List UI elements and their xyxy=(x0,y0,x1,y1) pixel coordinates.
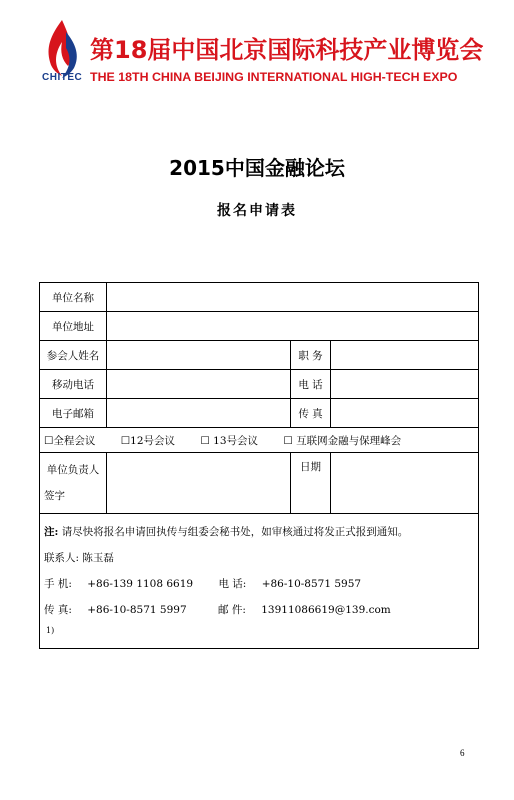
footnote-marker: 1) xyxy=(46,626,55,635)
contact-line xyxy=(44,550,474,576)
notes-section xyxy=(40,514,479,649)
responsible-signature-field[interactable] xyxy=(107,453,291,514)
row-unit-address xyxy=(40,312,479,341)
position-label: 职 务 xyxy=(291,341,331,370)
unit-name-field[interactable] xyxy=(107,283,479,312)
contact-name: 陈玉磊 xyxy=(82,552,114,564)
unit-address-label: 单位地址 xyxy=(40,312,107,341)
row-mobile xyxy=(40,370,479,399)
contact-label: 联系人: xyxy=(44,552,80,564)
form-title: 报名申请表 xyxy=(217,203,297,219)
email-field[interactable] xyxy=(107,399,291,428)
logo-text: CHITEC xyxy=(42,72,83,83)
attendee-name-label: 参会人姓名 xyxy=(40,341,107,370)
position-field[interactable] xyxy=(331,341,479,370)
phone-label: 电 话 xyxy=(291,370,331,399)
date-label: 日期 xyxy=(291,453,331,514)
expo-title-english: THE 18TH CHINA BEIJING INTERNATIONAL HIGH-TECH EXPO xyxy=(90,70,458,84)
row-email xyxy=(40,399,479,428)
email-label: 电子邮箱 xyxy=(40,399,107,428)
notes-fax-value: +86-10-8571 5997 xyxy=(87,604,187,616)
notes-mobile-value: +86-139 1108 6619 xyxy=(87,578,194,590)
page-number: 6 xyxy=(460,748,465,758)
mobile-field[interactable] xyxy=(107,370,291,399)
notes-phone-value: +86-10-8571 5957 xyxy=(261,578,362,590)
option-12th-session-checkbox[interactable]: ☐12号会议 xyxy=(120,434,176,447)
attendee-name-field[interactable] xyxy=(107,341,291,370)
row-notes xyxy=(40,514,479,649)
note-text: 请尽快将报名申请回执传与组委会秘书处，如审核通过将发正式报到通知。 xyxy=(61,526,409,538)
row-unit-name xyxy=(40,283,479,312)
notes-mobile-label: 手 机: xyxy=(44,578,72,590)
row-attendee xyxy=(40,341,479,370)
responsible-label-line1: 单位负责人 xyxy=(46,464,100,476)
responsible-label-line2: 签字 xyxy=(44,490,65,502)
option-internet-finance-summit-checkbox[interactable]: ☐ 互联网金融与保理峰会 xyxy=(283,434,402,447)
fax-email-line xyxy=(44,602,474,628)
note-line xyxy=(44,524,474,550)
unit-name-label: 单位名称 xyxy=(40,283,107,312)
expo-header xyxy=(0,0,514,100)
notes-phone-label: 电 话: xyxy=(218,578,247,590)
notes-email-value: 13911086619@139.com xyxy=(261,604,391,616)
mobile-phone-line xyxy=(44,576,474,602)
fax-label: 传 真 xyxy=(291,399,331,428)
phone-field[interactable] xyxy=(331,370,479,399)
unit-address-field[interactable] xyxy=(107,312,479,341)
date-field[interactable] xyxy=(331,453,479,514)
note-label: 注: xyxy=(44,526,59,538)
registration-form-table xyxy=(39,282,479,649)
expo-title-chinese: 第18届中国北京国际科技产业博览会 xyxy=(90,36,484,64)
forum-title: 2015中国金融论坛 xyxy=(169,156,345,180)
row-session-options xyxy=(40,428,479,453)
option-13th-session-checkbox[interactable]: ☐ 13号会议 xyxy=(200,434,259,447)
notes-email-label: 邮 件: xyxy=(217,604,246,616)
row-responsible xyxy=(40,453,479,514)
responsible-label xyxy=(40,453,107,514)
option-full-conference-checkbox[interactable]: ☐全程会议 xyxy=(44,434,96,447)
fax-field[interactable] xyxy=(331,399,479,428)
notes-fax-label: 传 真: xyxy=(44,604,72,616)
session-options xyxy=(40,428,479,453)
mobile-label: 移动电话 xyxy=(40,370,107,399)
